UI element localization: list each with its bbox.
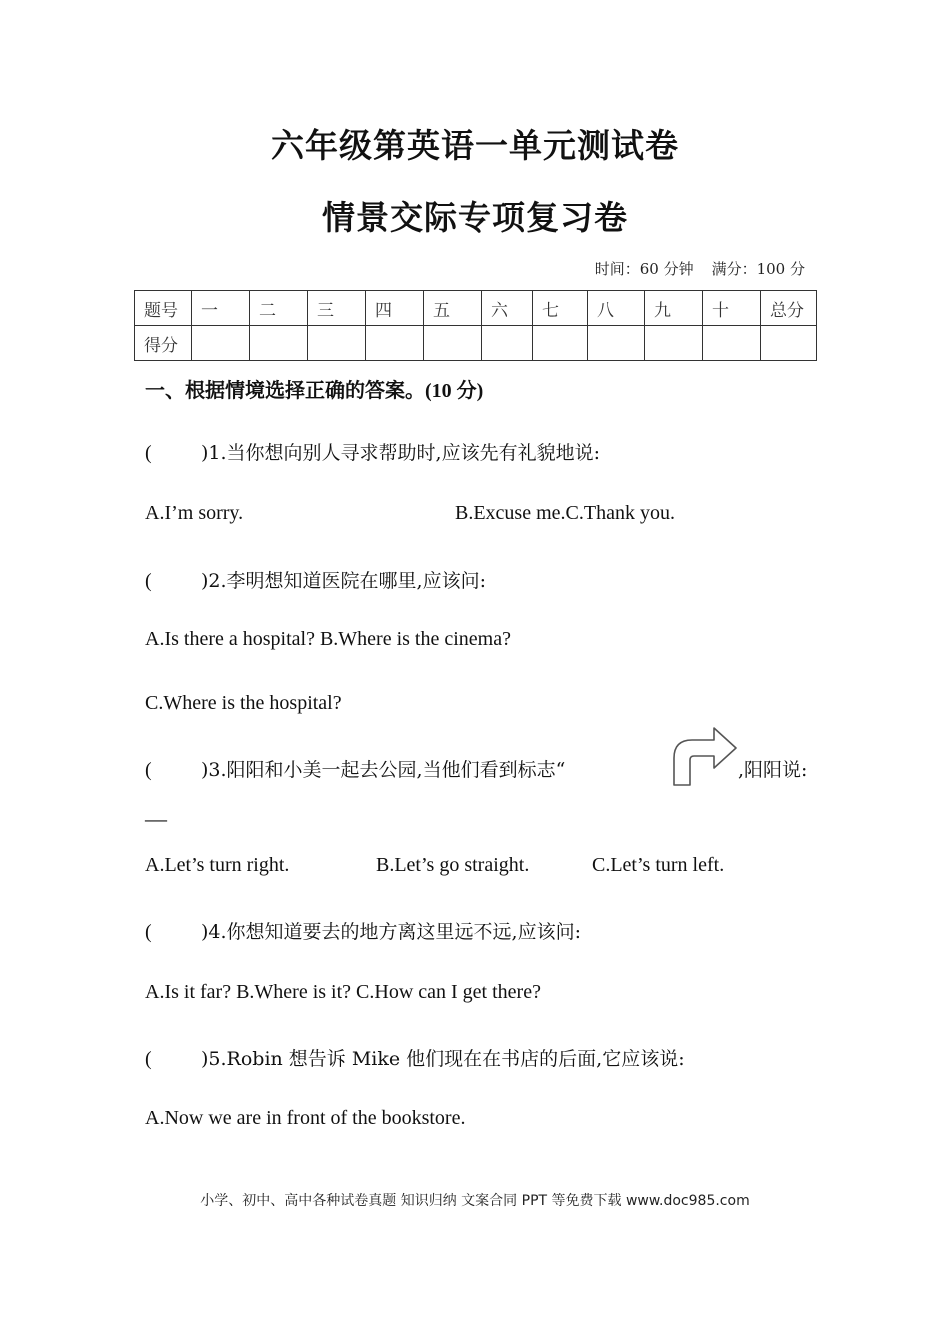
- column-header: 五: [424, 291, 482, 326]
- column-header: 六: [482, 291, 533, 326]
- option: C.Let’s turn left.: [592, 854, 725, 876]
- question-4: ( )4.你想知道要去的地方离这里远不远,应该问:: [145, 921, 581, 943]
- score-cell: [482, 326, 533, 361]
- exam-meta: [595, 258, 805, 279]
- column-header: 一: [192, 291, 250, 326]
- option: B.Excuse me.C.Thank you.: [455, 502, 675, 524]
- answer-dash: —: [145, 806, 167, 831]
- question-3: ( )3.阳阳和小美一起去公园,当他们看到标志“: [145, 759, 566, 781]
- score-table-header-row: [135, 291, 817, 326]
- option: B.Let’s go straight.: [376, 854, 530, 876]
- score-cell-total: [761, 326, 817, 361]
- column-header: 十: [703, 291, 761, 326]
- score-cell: [533, 326, 588, 361]
- column-header-total: 总分: [761, 291, 817, 326]
- question-stem: )4.你想知道要去的地方离这里远不远,应该问:: [201, 921, 581, 943]
- row-label-score: 得分: [135, 326, 192, 361]
- score-cell: [308, 326, 366, 361]
- question-stem: )3.阳阳和小美一起去公园,当他们看到标志“: [201, 759, 566, 781]
- question-stem: )2.李明想知道医院在哪里,应该问:: [201, 570, 486, 592]
- column-header: 八: [588, 291, 645, 326]
- option: A.Now we are in front of the bookstore.: [145, 1107, 466, 1129]
- question-2: ( )2.李明想知道医院在哪里,应该问:: [145, 570, 486, 592]
- score-cell: [366, 326, 424, 361]
- exam-title: 六年级第英语一单元测试卷: [271, 126, 679, 165]
- score-table: [134, 290, 817, 361]
- question-3-continuation: ,阳阳说:: [738, 759, 808, 781]
- column-header: 二: [250, 291, 308, 326]
- score-cell: [645, 326, 703, 361]
- column-header: 三: [308, 291, 366, 326]
- score-table-score-row: [135, 326, 817, 361]
- score-cell: [192, 326, 250, 361]
- section-heading: 一、根据情境选择正确的答案。(10 分): [145, 378, 484, 402]
- question-1: ( )1.当你想向别人寻求帮助时,应该先有礼貌地说:: [145, 442, 600, 464]
- column-header: 九: [645, 291, 703, 326]
- turn-right-arrow-icon: [668, 722, 740, 788]
- time-limit: 时间：60 分钟: [594, 260, 694, 278]
- column-header: 四: [366, 291, 424, 326]
- question-stem: )5.Robin 想告诉 Mike 他们现在在书店的后面,它应该说:: [201, 1048, 685, 1070]
- question-stem: )1.当你想向别人寻求帮助时,应该先有礼貌地说:: [201, 442, 600, 464]
- option: A.I’m sorry.: [145, 502, 244, 524]
- footer-text: 小学、初中、高中各种试卷真题 知识归纳 文案合同 PPT 等免费下载 www.doc985.com: [200, 1193, 750, 1209]
- score-cell: [424, 326, 482, 361]
- option: A.Is there a hospital? B.Where is the cinema?: [145, 628, 511, 650]
- row-label-question-number: 题号: [135, 291, 192, 326]
- question-5: ( )5.Robin 想告诉 Mike 他们现在在书店的后面,它应该说:: [145, 1048, 685, 1070]
- exam-subtitle: 情景交际专项复习卷: [322, 198, 628, 237]
- option: A.Let’s turn right.: [145, 854, 290, 876]
- score-cell: [250, 326, 308, 361]
- score-cell: [588, 326, 645, 361]
- column-header: 七: [533, 291, 588, 326]
- option: A.Is it far? B.Where is it? C.How can I get there?: [145, 981, 541, 1003]
- full-score: 满分：100 分: [711, 260, 805, 278]
- score-cell: [703, 326, 761, 361]
- option: C.Where is the hospital?: [145, 692, 342, 714]
